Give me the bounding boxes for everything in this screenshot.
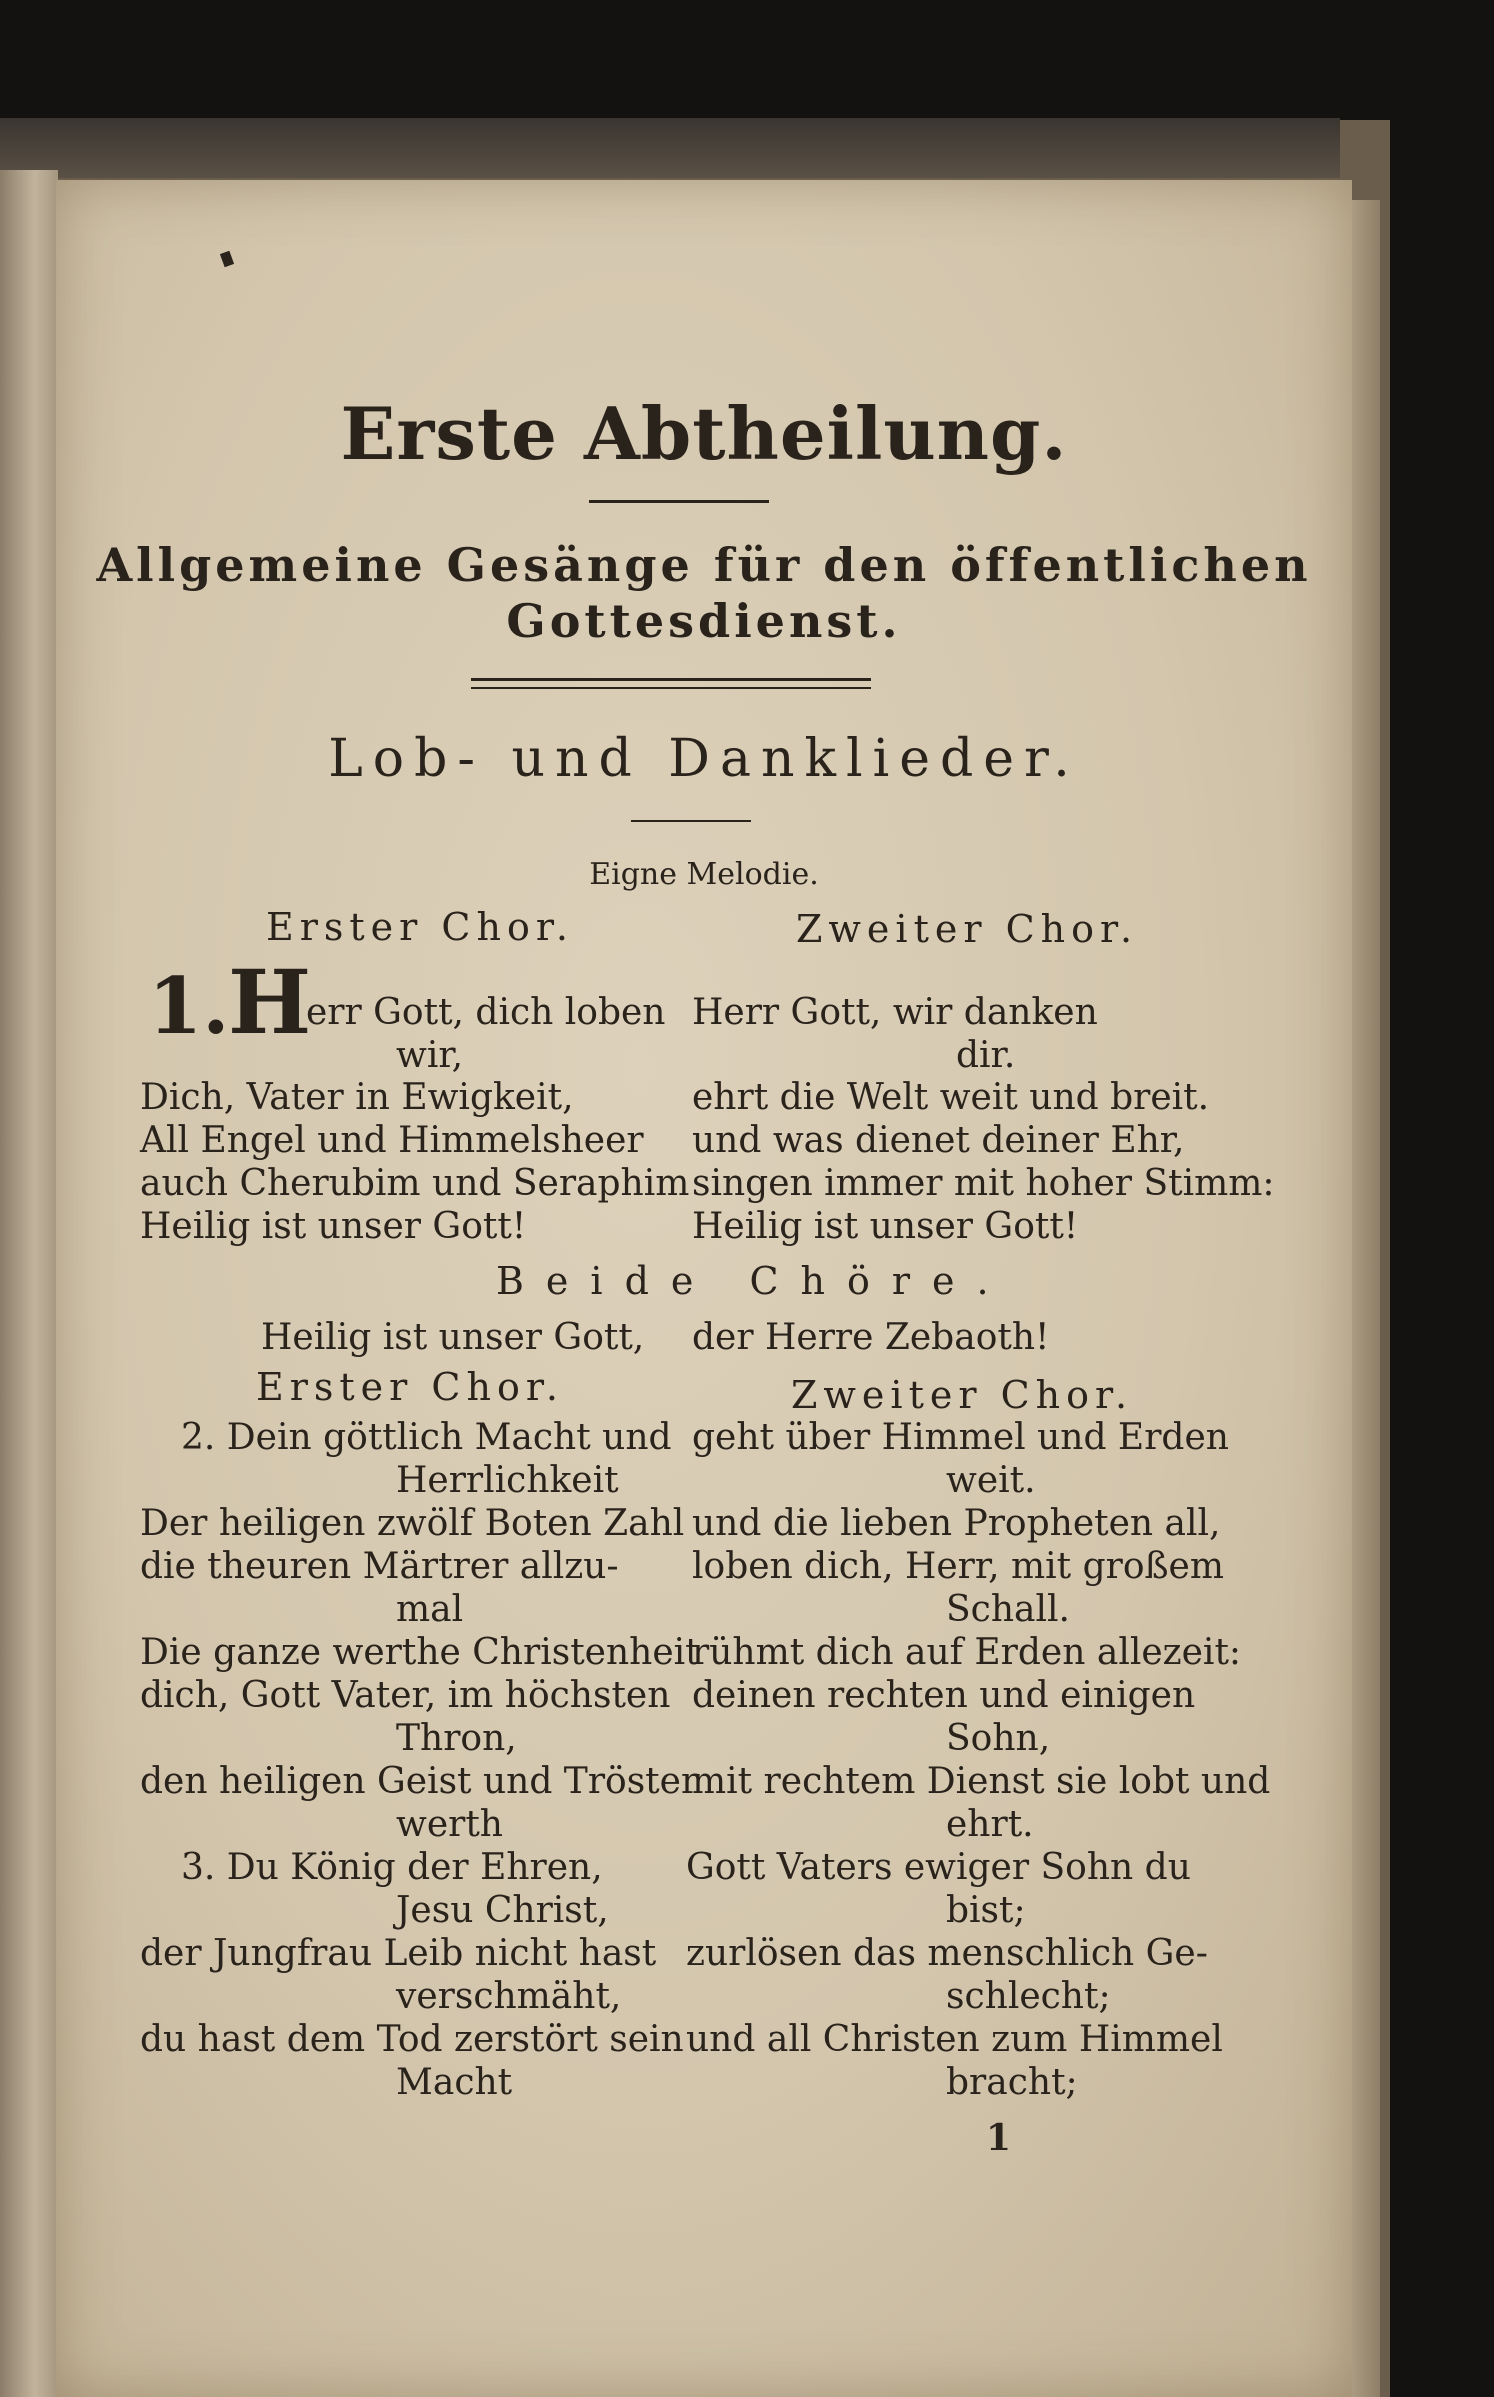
verse-line: 3. Du König der Ehren, [181, 1847, 603, 1888]
first-choir-heading: Erster Chor. [266, 905, 574, 949]
verse-line: und all Christen zum Himmel [686, 2019, 1223, 2060]
verse-line: Herrlichkeit [396, 1460, 619, 1501]
second-choir-heading: Zweiter Chor. [791, 1373, 1134, 1417]
verse-line: auch Cherubim und Seraphim [140, 1163, 690, 1204]
both-choirs-heading: Beide Chöre. [496, 1259, 1011, 1303]
double-rule-bottom [471, 687, 871, 689]
verse-line: Schall. [946, 1589, 1070, 1630]
verse-line: dich, Gott Vater, im höchsten [140, 1675, 671, 1716]
verse-line: werth [396, 1804, 503, 1845]
section-rule [631, 820, 751, 822]
verse-number: 1. [148, 961, 230, 1052]
verse-line: der Jungfrau Leib nicht hast [140, 1933, 657, 1974]
verse-line: ehrt die Welt weit und breit. [692, 1077, 1210, 1118]
subtitle-line-1: Allgemeine Gesänge für den öffentlichen [96, 538, 1312, 592]
melody-note: Eigne Melodie. [589, 857, 819, 892]
verse-line: verschmäht, [396, 1976, 622, 2017]
verse-line: weit. [946, 1460, 1036, 1501]
verse-line: loben dich, Herr, mit großem [692, 1546, 1224, 1587]
verse-line: dir. [956, 1035, 1016, 1076]
section-title: Lob- und Danklieder. [328, 729, 1080, 789]
book-spine-strip [0, 170, 58, 2397]
verse-line: wir, [396, 1035, 464, 1076]
double-rule-top [471, 678, 871, 681]
verse-line: Heilig ist unser Gott! [140, 1206, 527, 1247]
verse-line: der Herre Zebaoth! [692, 1317, 1050, 1358]
verse-line: All Engel und Himmelsheer [140, 1120, 644, 1161]
book-page [56, 180, 1352, 2397]
verse-line: schlecht; [946, 1976, 1111, 2017]
verse-line: bracht; [946, 2062, 1078, 2103]
ink-mark [220, 251, 234, 268]
verse-line: und die lieben Propheten all, [692, 1503, 1221, 1544]
verse-line: die theuren Märtrer allzu- [140, 1546, 619, 1587]
verse-line: und was dienet deiner Ehr, [692, 1120, 1185, 1161]
verse-line: du hast dem Tod zerstört sein [140, 2019, 684, 2060]
drop-cap: H [228, 950, 312, 1054]
verse-line: den heiligen Geist und Tröster [140, 1761, 699, 1802]
verse-line: Thron, [396, 1718, 517, 1759]
verse-line: geht über Himmel und Erden [692, 1417, 1229, 1458]
book-top-edge [0, 118, 1340, 178]
title-rule [589, 500, 769, 503]
verse-line: Heilig ist unser Gott, [261, 1317, 645, 1358]
page-title: Erste Abtheilung. [340, 391, 1068, 476]
verse-line: err Gott, dich loben [306, 992, 666, 1033]
verse-line: deinen rechten und einigen [692, 1675, 1196, 1716]
verse-line: Sohn, [946, 1718, 1051, 1759]
verse-line: Heilig ist unser Gott! [692, 1206, 1079, 1247]
verse-line: Dich, Vater in Ewigkeit, [140, 1077, 574, 1118]
verse-line: rühmt dich auf Erden allezeit: [692, 1632, 1242, 1673]
verse-line: mal [396, 1589, 464, 1630]
subtitle-line-2: Gottesdienst. [506, 594, 902, 648]
first-choir-heading: Erster Chor. [256, 1365, 564, 1409]
verse-line: singen immer mit hoher Stimm: [692, 1163, 1275, 1204]
verse-line: Die ganze werthe Christenheit [140, 1632, 700, 1673]
second-choir-heading: Zweiter Chor. [796, 907, 1139, 951]
verse-line: 2. Dein göttlich Macht und [181, 1417, 672, 1458]
verse-line: Macht [396, 2062, 513, 2103]
verse-line: Der heiligen zwölf Boten Zahl [140, 1503, 685, 1544]
verse-line: Jesu Christ, [396, 1890, 609, 1931]
verse-line: ehrt. [946, 1804, 1034, 1845]
verse-line: Gott Vaters ewiger Sohn du [686, 1847, 1191, 1888]
verse-line: zurlösen das menschlich Ge- [686, 1933, 1208, 1974]
page-number: 1 [986, 2117, 1012, 2159]
verse-line: Herr Gott, wir danken [692, 992, 1098, 1033]
verse-line: bist; [946, 1890, 1026, 1931]
verse-line: mit rechtem Dienst sie lobt und [692, 1761, 1271, 1802]
